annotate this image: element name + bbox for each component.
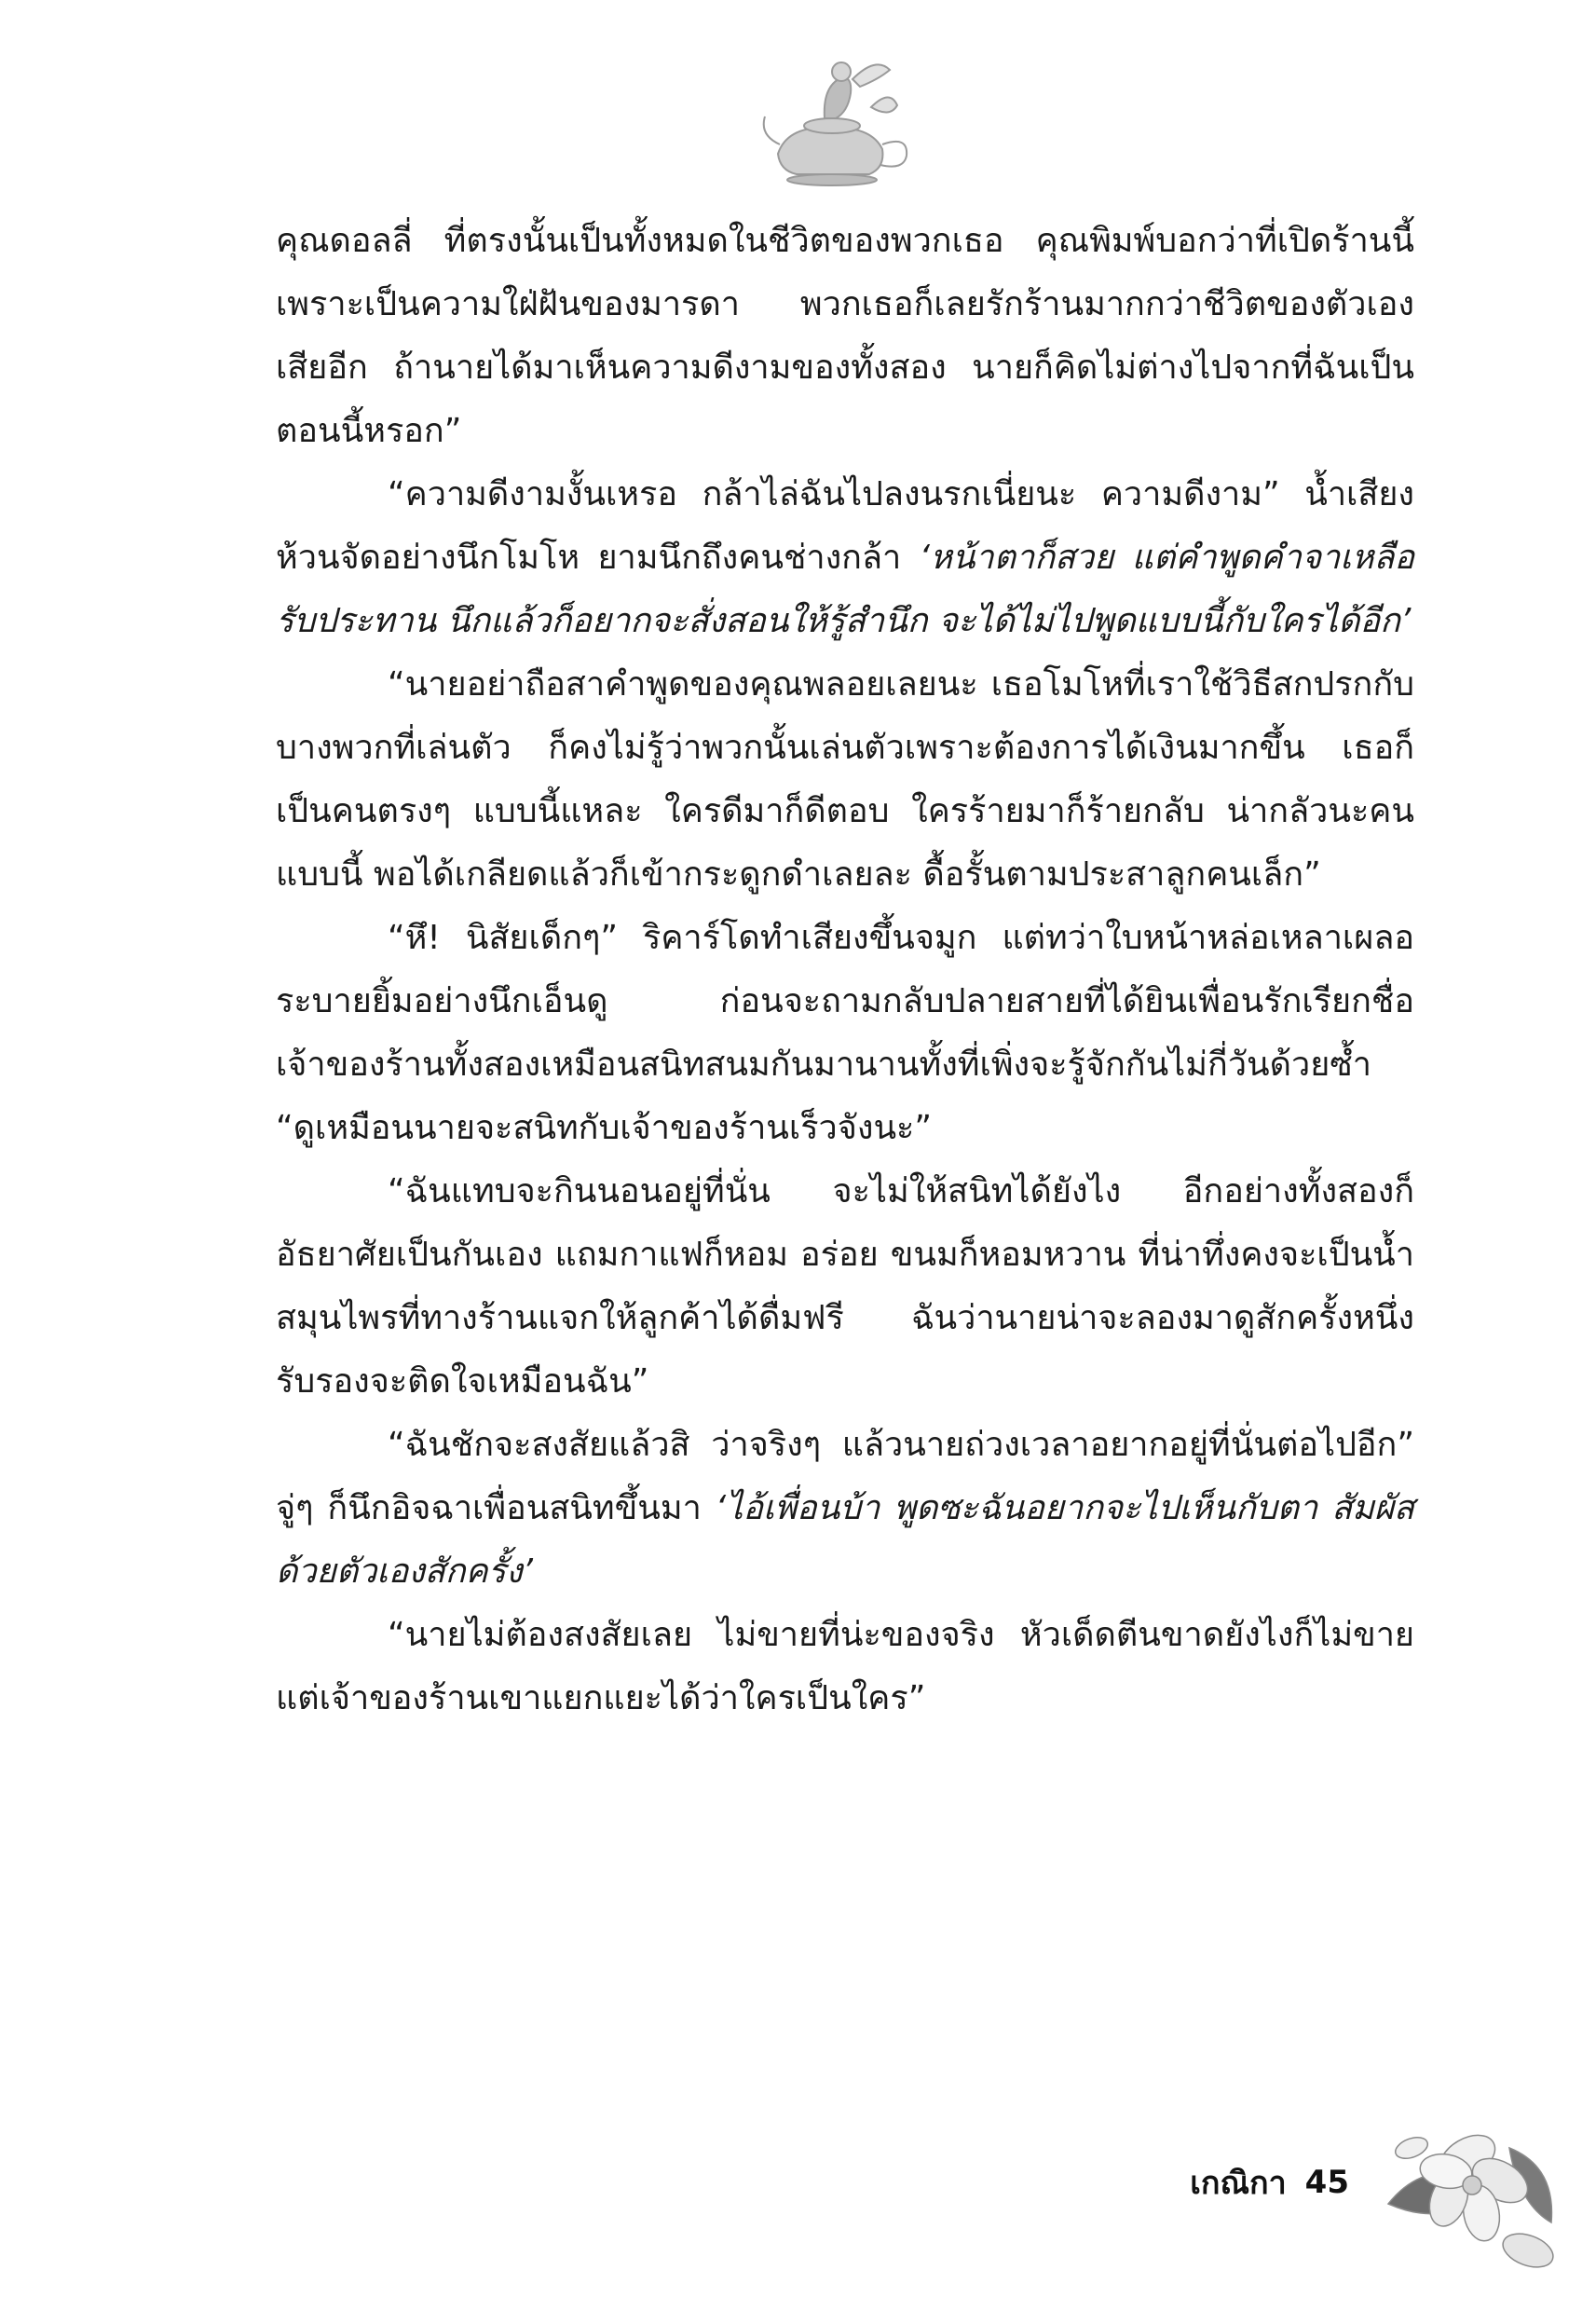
body-text [276, 210, 1414, 1730]
paragraph-text: “หึ! นิสัยเด็กๆ” ริคาร์โดทำเสียงขึ้นจมูก แต่ทว่าใบหน้าหล่อเหลาเผลอระบายยิ้มอย่างนึกเอ็นดู ก่อนจะถามกลับปลายสายที่ได้ยินเพื่อนรักเรียกชื่อเจ้าของร้านทั้งสองเหมือนสนิทสนมกันมานานทั้งที่เพิ่งจะรู้จักกันไม่กี่วันด้วยซ้ำ “ดูเหมือนนายจะสนิทกับเจ้าของร้านเร็วจังนะ” [276, 919, 1414, 1147]
page-footer [1190, 2157, 1349, 2208]
paragraph [276, 907, 1414, 1160]
paragraph [276, 1414, 1414, 1604]
paragraph-text: คุณดอลลี่ ที่ตรงนั้นเป็นทั้งหมดในชีวิตของพวกเธอ คุณพิมพ์บอกว่าที่เปิดร้านนี้เพราะเป็นความใฝ่ฝันของมารดา พวกเธอก็เลยรักร้านมากกว่าชีวิตของตัวเองเสียอีก ถ้านายได้มาเห็นความดีงามของทั้งสอง นายก็คิดไม่ต่างไปจากที่ฉันเป็นตอนนี้หรอก” [276, 222, 1414, 450]
paragraph [276, 210, 1414, 463]
book-title: เกณิกา [1190, 2165, 1287, 2202]
paragraph-text: “นายไม่ต้องสงสัยเลย ไม่ขายที่น่ะของจริง หัวเด็ดตีนขาดยังไงก็ไม่ขาย แต่เจ้าของร้านเขาแยกแยะได้ว่าใครเป็นใคร” [276, 1616, 1414, 1717]
teapot-ornament-icon [759, 51, 918, 191]
paragraph-text: “ฉันชักจะสงสัยแล้วสิ ว่าจริงๆ แล้วนายถ่วงเวลาอยากอยู่ที่นั่นต่อไปอีก” จู่ๆ ก็นึกอิจฉาเพื่อนสนิทขึ้นมา [276, 1426, 1414, 1527]
frangipani-flower-icon [1370, 2092, 1565, 2278]
paragraph [276, 653, 1414, 907]
paragraph [276, 1160, 1414, 1414]
italic-thought-text: ‘ไอ้เพื่อนบ้า พูดซะฉันอยากจะไปเห็นกับตา สัมผัสด้วยตัวเองสักครั้ง’ [276, 1489, 1415, 1591]
paragraph-text: “ความดีงามงั้นเหรอ กล้าไล่ฉันไปลงนรกเนี่ยนะ ความดีงาม” น้ำเสียงห้วนจัดอย่างนึกโมโห ยามนึกถึงคนช่างกล้า [276, 475, 1414, 577]
paragraph [276, 1604, 1414, 1730]
paragraph-text: “นายอย่าถือสาคำพูดของคุณพลอยเลยนะ เธอโมโหที่เราใช้วิธีสกปรกกับบางพวกที่เล่นตัว ก็คงไม่รู้ว่าพวกนั้นเล่นตัวเพราะต้องการได้เงินมากขึ้น เธอก็เป็นคนตรงๆ แบบนี้แหละ ใครดีมาก็ดีตอบ ใครร้ายมาก็ร้ายกลับ น่ากลัวนะคนแบบนี้ พอได้เกลียดแล้วก็เข้ากระดูกดำเลยละ ดื้อรั้นตามประสาลูกคนเล็ก” [276, 665, 1414, 894]
paragraph [276, 463, 1414, 653]
page-number: 45 [1304, 2164, 1349, 2201]
paragraph-text: “ฉันแทบจะกินนอนอยู่ที่นั่น จะไม่ให้สนิทได้ยังไง อีกอย่างทั้งสองก็อัธยาศัยเป็นกันเอง แถมกาแฟก็หอม อร่อย ขนมก็หอมหวาน ที่น่าทึ่งคงจะเป็นน้ำสมุนไพรที่ทางร้านแจกให้ลูกค้าได้ดื่มฟรี ฉันว่านายน่าจะลองมาดูสักครั้งหนึ่ง รับรองจะติดใจเหมือนฉัน” [276, 1172, 1414, 1401]
italic-thought-text: ‘หน้าตาก็สวย แต่คำพูดคำจาเหลือรับประทาน นึกแล้วก็อยากจะสั่งสอนให้รู้สำนึก จะได้ไม่ไปพูดแบบนี้กับใครได้อีก’ [276, 539, 1414, 640]
